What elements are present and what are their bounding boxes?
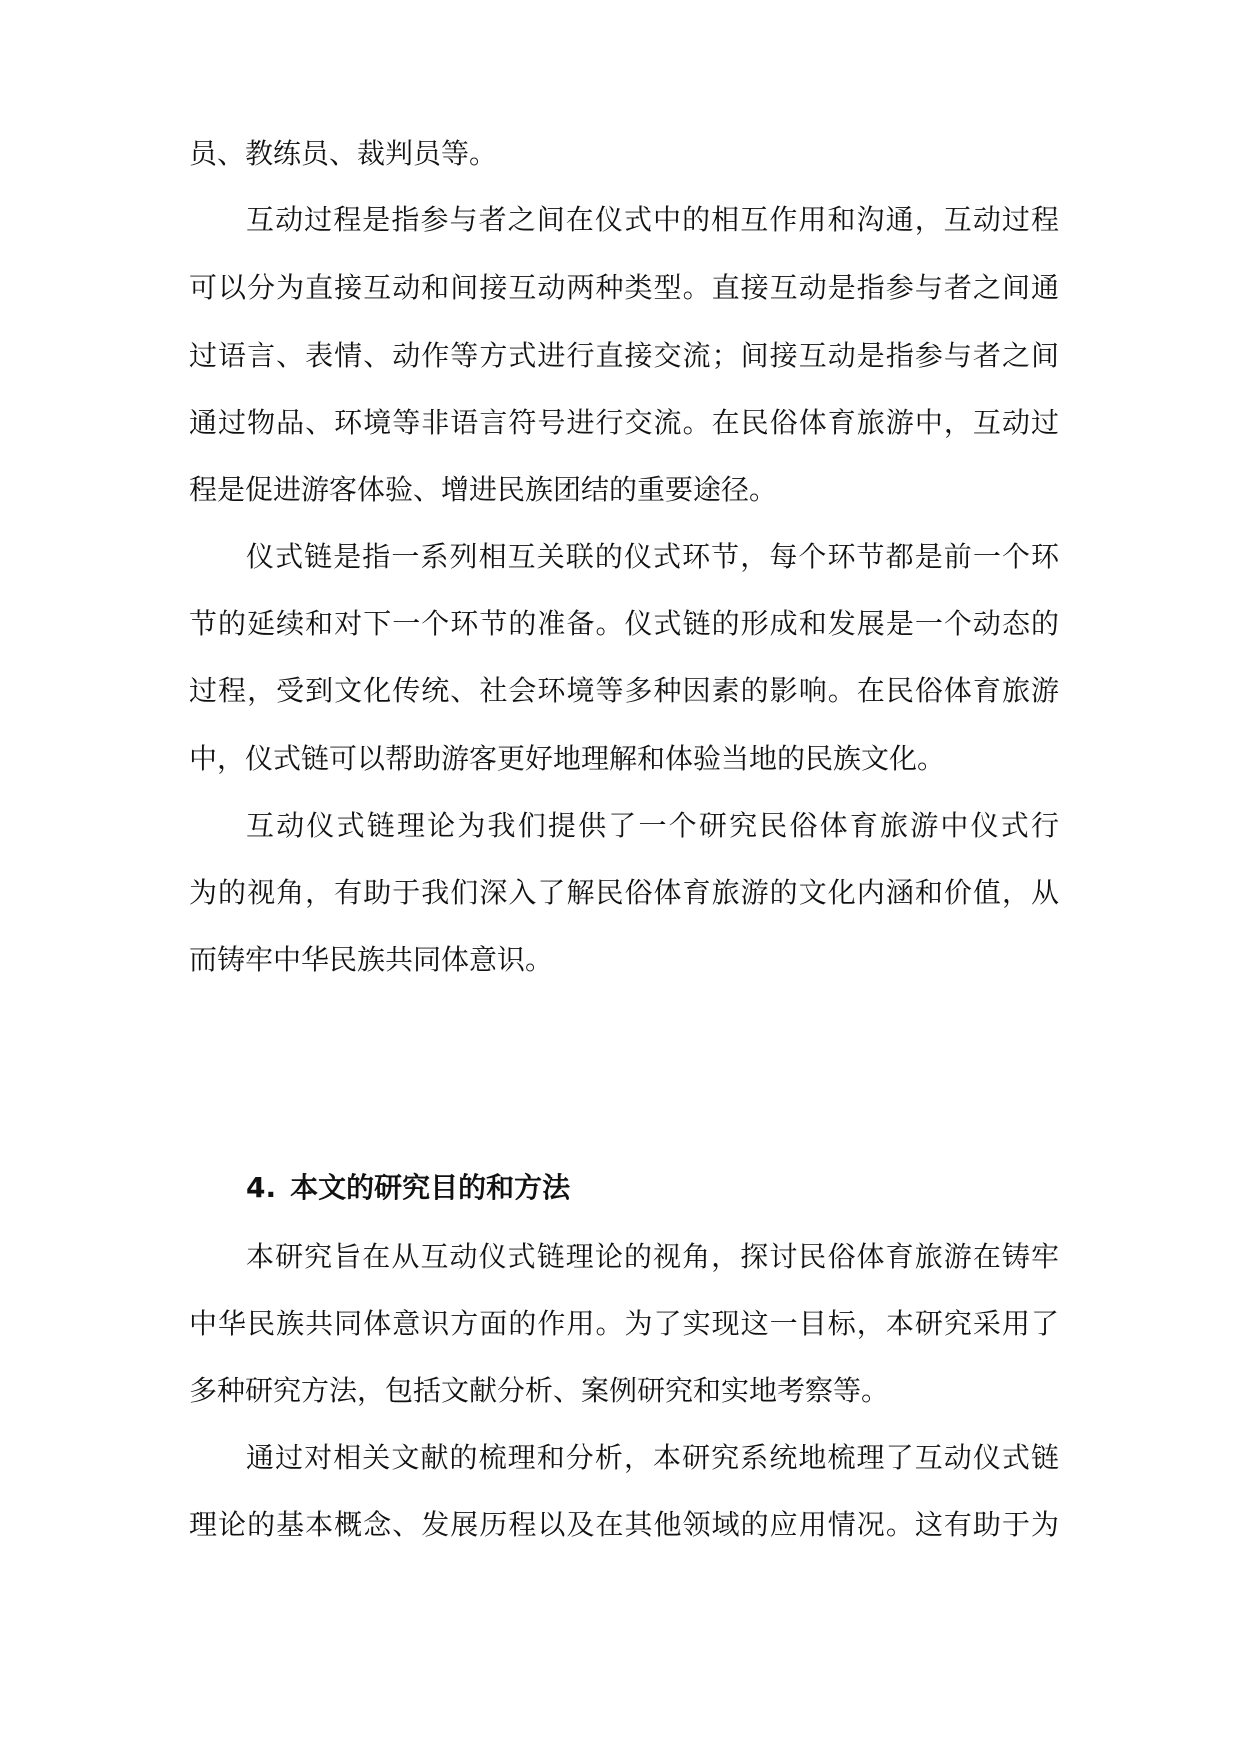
paragraph-line: 通过物品、环境等非语言符号进行交流。在民俗体育旅游中，互动过 [189, 406, 1059, 439]
paragraph-line: 过语言、表情、动作等方式进行直接交流；间接互动是指参与者之间 [189, 339, 1059, 372]
paragraph-line: 过程，受到文化传统、社会环境等多种因素的影响。在民俗体育旅游 [189, 674, 1059, 707]
paragraph-line: 多种研究方法，包括文献分析、案例研究和实地考察等。 [189, 1374, 890, 1407]
paragraph-line: 通过对相关文献的梳理和分析，本研究系统地梳理了互动仪式链 [246, 1441, 1059, 1474]
paragraph-line: 员、教练员、裁判员等。 [189, 137, 498, 170]
paragraph-line: 程是促进游客体验、增进民族团结的重要途径。 [189, 473, 778, 506]
paragraph-line: 本研究旨在从互动仪式链理论的视角，探讨民俗体育旅游在铸牢 [246, 1240, 1059, 1273]
paragraph-line: 中华民族共同体意识方面的作用。为了实现这一目标，本研究采用了 [189, 1307, 1059, 1340]
section-title: 本文的研究目的和方法 [290, 1171, 571, 1204]
paragraph-line: 节的延续和对下一个环节的准备。仪式链的形成和发展是一个动态的 [189, 607, 1059, 640]
paragraph-line: 互动仪式链理论为我们提供了一个研究民俗体育旅游中仪式行 [246, 809, 1059, 842]
paragraph-line: 理论的基本概念、发展历程以及在其他领域的应用情况。这有助于为 [189, 1508, 1059, 1541]
paragraph-line: 而铸牢中华民族共同体意识。 [189, 943, 554, 976]
paragraph-line: 仪式链是指一系列相互关联的仪式环节，每个环节都是前一个环 [246, 540, 1059, 573]
paragraph-line: 中，仪式链可以帮助游客更好地理解和体验当地的民族文化。 [189, 742, 946, 775]
section-number: 4. [246, 1171, 277, 1204]
paragraph-line: 互动过程是指参与者之间在仪式中的相互作用和沟通，互动过程 [246, 203, 1059, 236]
paragraph-line: 为的视角，有助于我们深入了解民俗体育旅游的文化内涵和价值，从 [189, 876, 1059, 909]
paragraph-line: 可以分为直接互动和间接互动两种类型。直接互动是指参与者之间通 [189, 271, 1059, 304]
section-heading [246, 1168, 570, 1208]
